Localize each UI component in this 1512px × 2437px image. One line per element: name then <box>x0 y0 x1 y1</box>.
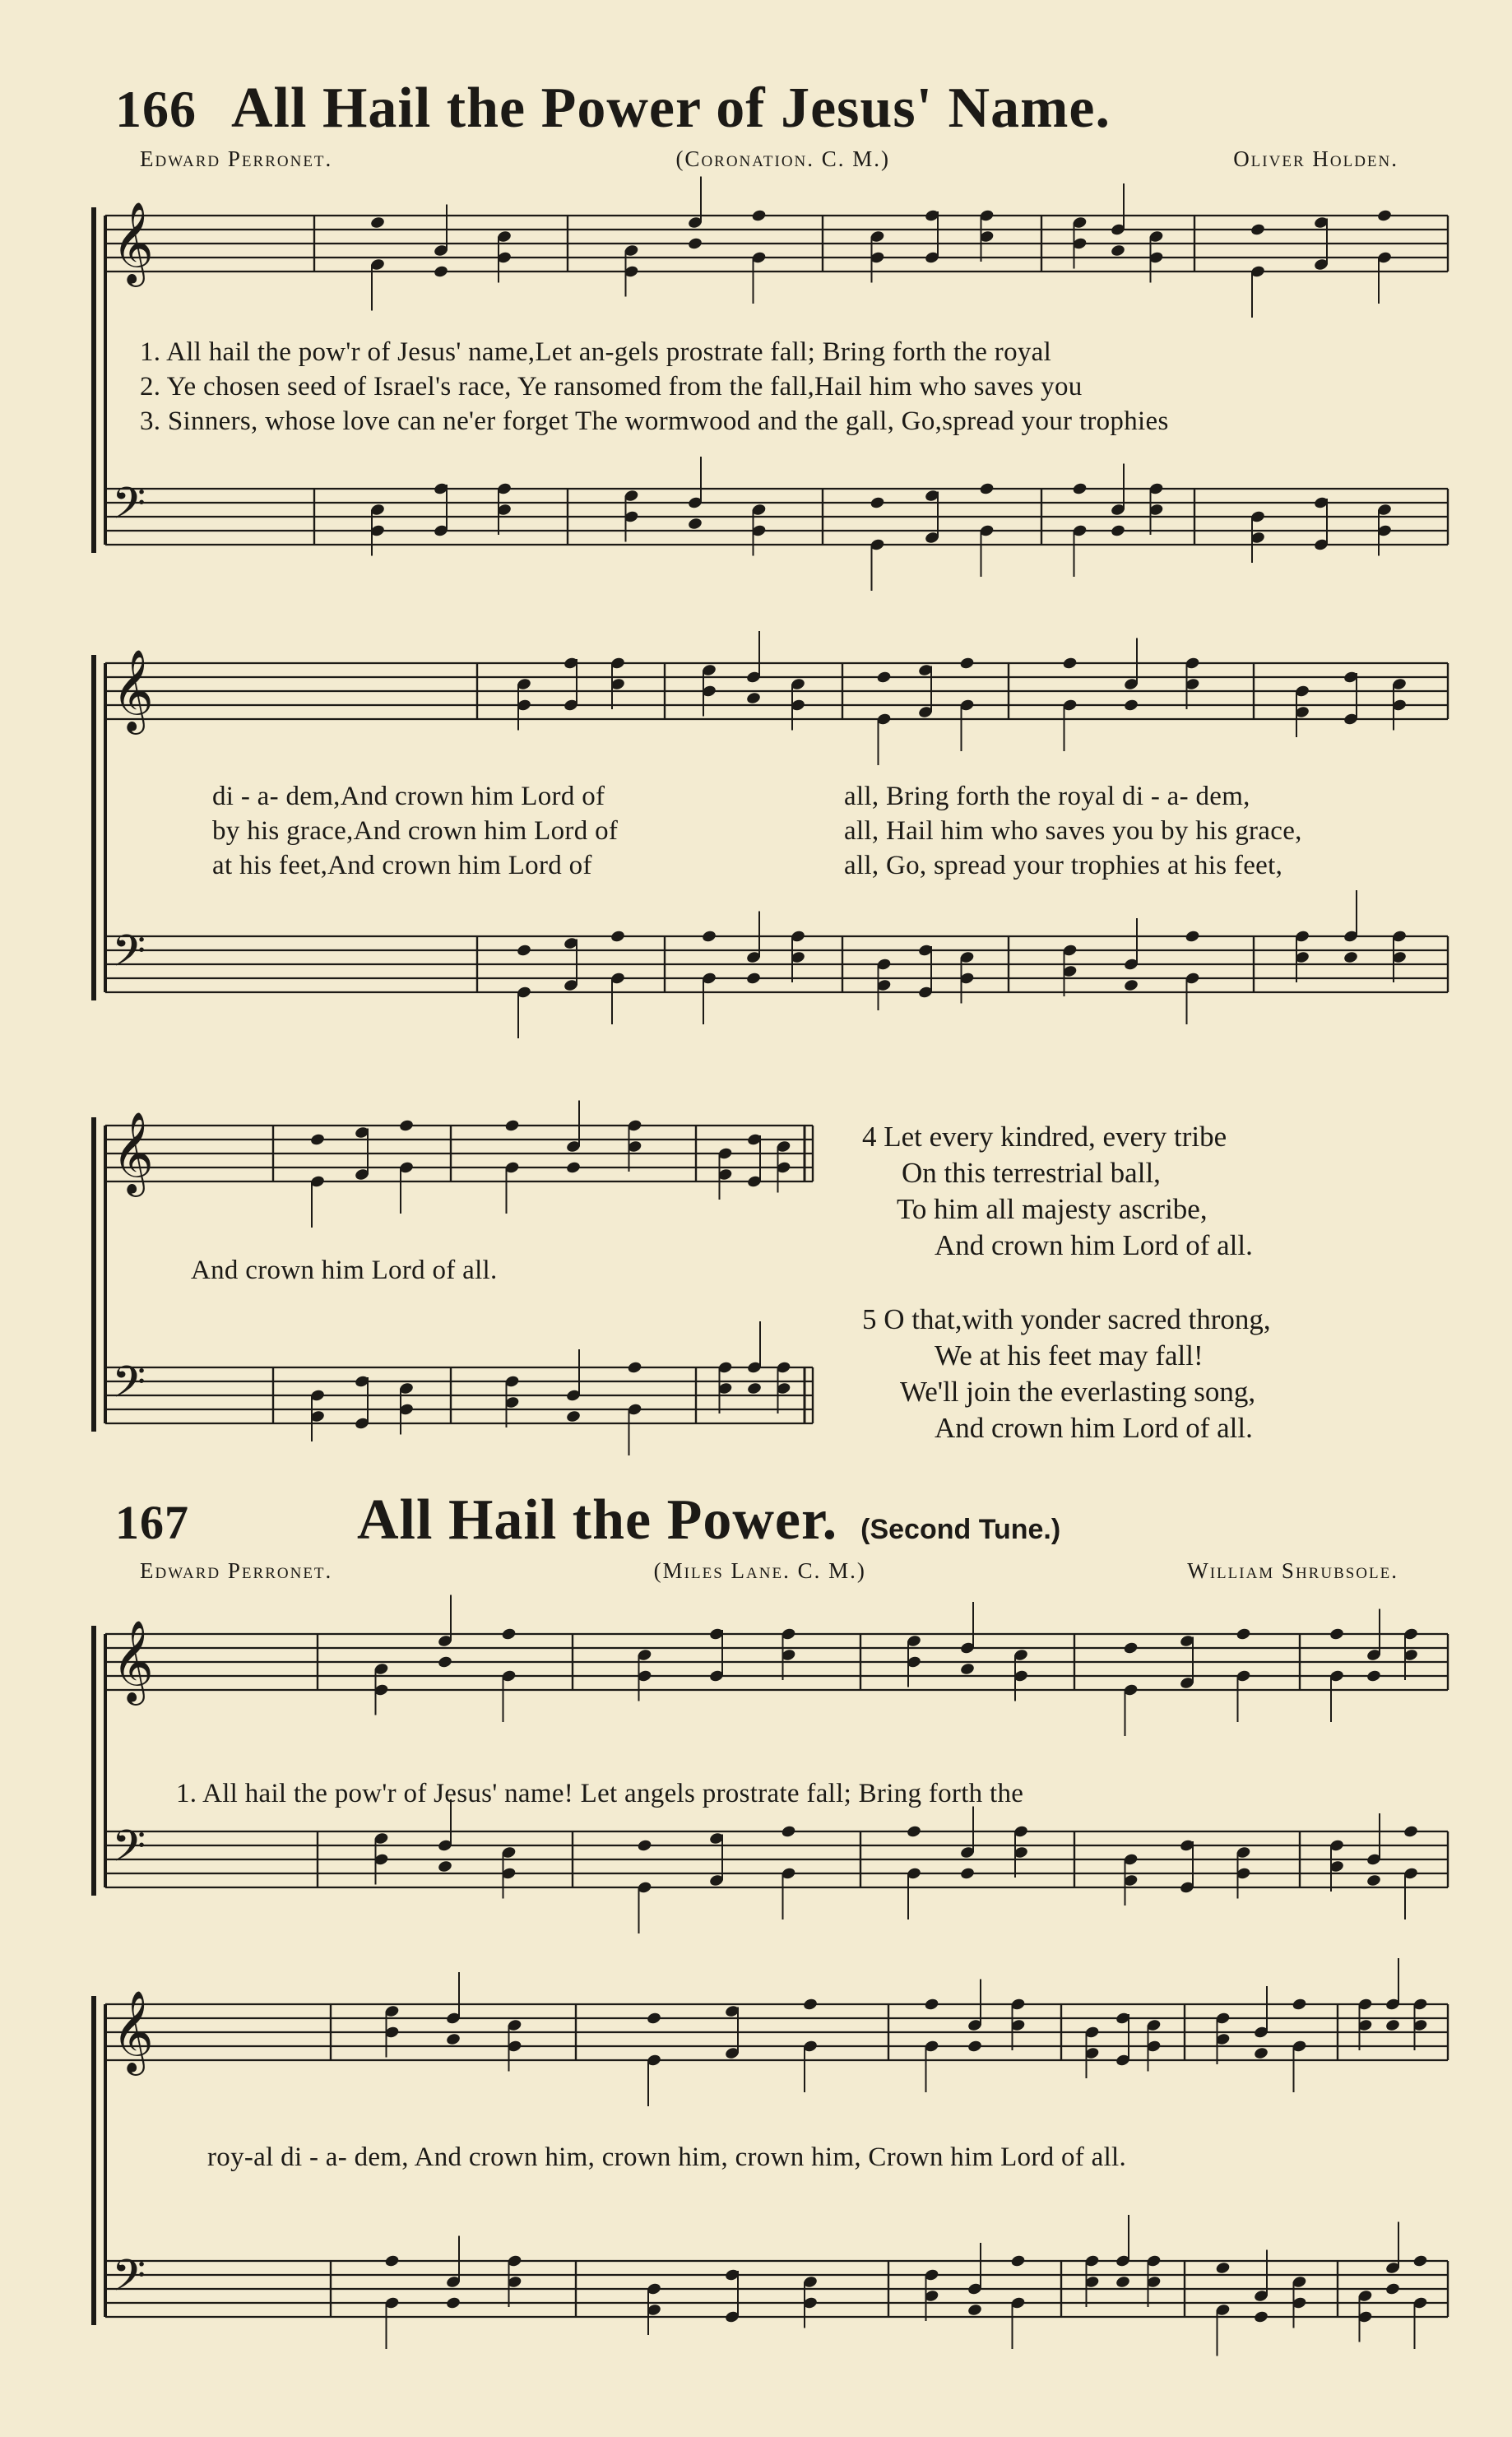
note-head <box>437 1655 452 1669</box>
note-head <box>1185 930 1200 944</box>
note-head <box>1236 1627 1251 1641</box>
note-head <box>516 944 531 958</box>
note-head <box>1384 2018 1400 2032</box>
note-head <box>967 2303 982 2317</box>
treble-clef-icon: 𝄞 <box>112 1620 154 1702</box>
hymn-167-author: Edward Perronet. <box>140 1558 333 1583</box>
note-head <box>1110 524 1125 538</box>
hymn-166-row2-verse-2: by his grace,And crown him Lord of <box>212 816 619 846</box>
note-head <box>1292 1998 1307 2012</box>
note-head <box>398 1119 414 1133</box>
verse-4-line-3: To him all majesty ascribe, <box>897 1193 1208 1225</box>
note-head <box>687 517 703 531</box>
bass-clef-icon: 𝄢 <box>112 479 146 540</box>
note-head <box>565 1161 581 1175</box>
verse-4-line-2: On this terrestrial ball, <box>902 1157 1161 1189</box>
note-head <box>1366 1669 1381 1683</box>
note-head <box>1215 2261 1231 2275</box>
note-head <box>1253 2046 1269 2060</box>
treble-clef-icon: 𝄞 <box>112 1112 154 1194</box>
note-head <box>1384 2282 1400 2296</box>
hymn-166-row2-verse-1: di - a- dem,And crown him Lord of <box>212 782 605 811</box>
hymn-166-number: 166 <box>115 80 197 138</box>
bass-clef-icon: 𝄢 <box>112 1358 146 1418</box>
note-head <box>1412 2254 1428 2268</box>
note-head <box>870 496 885 510</box>
note-head <box>637 1839 652 1853</box>
note-head <box>876 671 892 685</box>
treble-clef-icon: 𝄞 <box>112 1990 154 2073</box>
note-head <box>1072 482 1088 496</box>
bass-clef-icon: 𝄢 <box>112 926 146 987</box>
hymn-167-tune: (Miles Lane. C. M.) <box>653 1558 866 1583</box>
note-head <box>437 1859 452 1873</box>
hymn-166-tune: (Coronation. C. M.) <box>675 146 891 171</box>
note-head <box>959 1867 975 1881</box>
note-head <box>967 2040 982 2054</box>
note-head <box>979 482 995 496</box>
note-head <box>445 2296 461 2310</box>
hymn-167-heading <box>115 1488 1060 1553</box>
note-head <box>781 1825 796 1839</box>
hymn-167-row2-line: roy-al di - a- dem, And crown him, crown him, crown him, Crown him Lord of all. <box>207 2142 1127 2172</box>
hymn-166-row2b-verse-2: all, Hail him who saves you by his grace, <box>844 816 1302 846</box>
verse-5-line-3: We'll join the everlasting song, <box>900 1376 1256 1408</box>
note-head <box>751 209 767 223</box>
hymn-167-number: 167 <box>115 1496 189 1549</box>
hymn-167-row1-line: 1. All hail the pow'r of Jesus' name! Let angels prostrate fall; Bring forth the <box>176 1779 1024 1808</box>
note-head <box>959 657 975 671</box>
note-head <box>1403 1825 1418 1839</box>
note-head <box>701 930 717 944</box>
note-head <box>646 2012 661 2026</box>
hymn-166-verse-5 <box>862 1302 1271 1446</box>
hymn-166-verse-4 <box>862 1119 1253 1264</box>
note-head <box>627 1361 642 1375</box>
note-head <box>1329 1627 1344 1641</box>
note-head <box>1250 223 1265 237</box>
note-head <box>745 972 761 986</box>
note-head <box>924 1998 939 2012</box>
note-head <box>309 1133 325 1147</box>
note-head <box>745 691 761 705</box>
hymn-166-row3-line: And crown him Lord of all. <box>191 1256 498 1285</box>
hymn-166-title: All Hail the Power of Jesus' Name. <box>231 77 1111 140</box>
note-head <box>1062 657 1078 671</box>
note-head <box>504 1119 520 1133</box>
note-head <box>1123 699 1139 713</box>
hymn-167-subtitle: (Second Tune.) <box>860 1514 1061 1545</box>
hymn-166-verse-2-line: 2. Ye chosen seed of Israel's race, Ye ransomed from the fall,Hail him who saves you <box>140 372 1083 402</box>
note-head <box>445 2032 461 2046</box>
verse-4-line-4: And crown him Lord of all. <box>935 1229 1253 1261</box>
verse-5-line-1: 5 O that,with yonder sacred throng, <box>862 1303 1271 1335</box>
note-head <box>1366 1873 1381 1887</box>
note-head <box>369 216 385 230</box>
hymn-166-row2b-verse-3: all, Go, spread your trophies at his feet, <box>844 851 1283 880</box>
bass-clef-icon: 𝄢 <box>112 1822 146 1882</box>
note-head <box>1253 2310 1269 2324</box>
hymn-167-composer: William Shrubsole. <box>1187 1558 1398 1583</box>
note-head <box>687 237 703 251</box>
note-head <box>433 265 448 279</box>
note-head <box>1010 2254 1026 2268</box>
note-head <box>384 2254 400 2268</box>
note-head <box>906 1825 921 1839</box>
hymn-166-verse-3-line: 3. Sinners, whose love can ne'er forget The wormwood and the gall, Go,spread your trophies <box>140 406 1169 436</box>
note-head <box>1110 244 1125 258</box>
note-head <box>1123 1641 1139 1655</box>
hymn-166-row2b-verse-1: all, Bring forth the royal di - a- dem, <box>844 782 1250 811</box>
hymn-166-author: Edward Perronet. <box>140 146 333 171</box>
note-head <box>1123 978 1139 992</box>
note-head <box>565 1409 581 1423</box>
note-head <box>1376 209 1392 223</box>
treble-clef-icon: 𝄞 <box>112 202 154 284</box>
treble-clef-icon: 𝄞 <box>112 649 154 731</box>
hymn-167-title: All Hail the Power. <box>357 1488 838 1552</box>
note-head <box>610 930 625 944</box>
bass-clef-icon: 𝄢 <box>112 2251 146 2312</box>
hymn-167-credits <box>140 1558 1398 1584</box>
note-head <box>746 1381 762 1395</box>
note-head <box>1343 950 1358 964</box>
verse-4-line-1: 4 Let every kindred, every tribe <box>862 1121 1227 1153</box>
note-head <box>959 1662 975 1676</box>
verse-5-line-4: And crown him Lord of all. <box>935 1412 1253 1444</box>
verse-5-line-2: We at his feet may fall! <box>935 1339 1204 1372</box>
note-head <box>501 1627 517 1641</box>
hymn-166-composer: Oliver Holden. <box>1233 146 1398 171</box>
note-head <box>1115 2275 1130 2289</box>
hymn-166-verse-1-line: 1. All hail the pow'r of Jesus' name,Let an-gels prostrate fall; Bring forth the royal <box>140 337 1052 367</box>
note-head <box>802 1998 818 2012</box>
hymn-166-row2-verse-3: at his feet,And crown him Lord of <box>212 851 592 880</box>
